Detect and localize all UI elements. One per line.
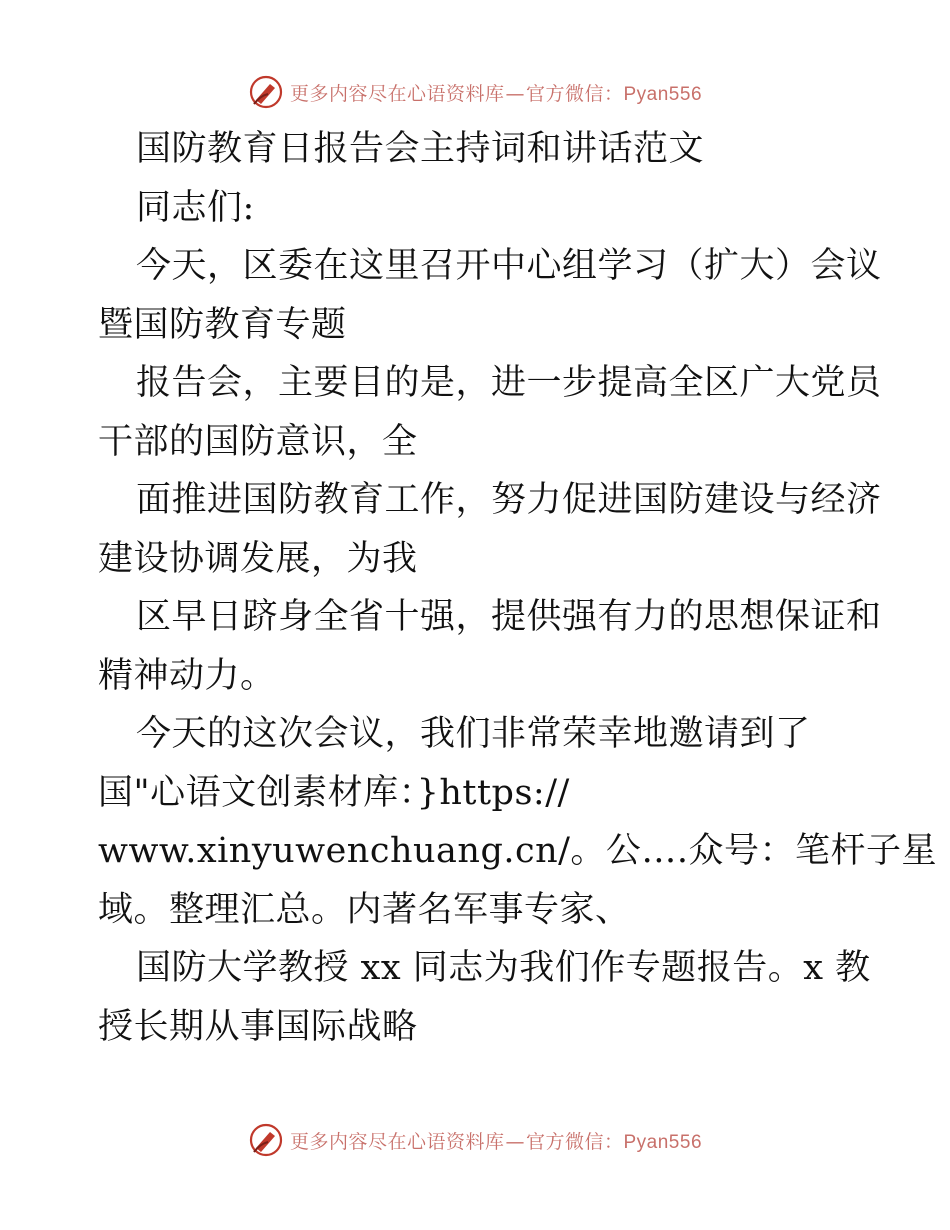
text-line: 报告会，主要目的是，进一步提高全区广大党员 [136,363,882,403]
text-line: 区早日跻身全省十强，提供强有力的思想保证和 [136,597,882,637]
banner-wechat-id: Pyan556 [623,83,703,105]
text-line: 今天的这次会议，我们非常荣幸地邀请到了 [136,714,811,754]
pen-nib-circle-icon [248,74,284,110]
text-line: 国"心语文创素材库：}https:// [98,772,570,813]
text-line: 今天，区委在这里召开中心组学习（扩大）会议 [136,246,882,286]
text-line: 域。整理汇总。内著名军事专家、 [98,889,631,930]
header-banner [0,72,950,112]
text-line: 国防大学教授 xx 同志为我们作专题报告。x 教 [136,948,871,988]
document-title: 国防教育日报告会主持词和讲话范文 [136,129,705,169]
banner-slogan: 更多内容尽在心语资料库 [289,82,505,105]
banner-slogan: 更多内容尽在心语资料库 [289,1130,505,1153]
text-line: 精神动力。 [98,655,276,696]
banner-wechat-id: Pyan556 [623,1131,703,1153]
pen-nib-circle-icon [248,1122,284,1158]
text-line: 同志们: [136,187,255,228]
document-body [98,120,938,1056]
footer-banner-text [290,1127,702,1154]
text-line: www.xinyuwenchuang.cn/。公….众号：笔杆子星 [98,831,938,871]
text-line: 面推进国防教育工作，努力促进国防建设与经济 [136,480,882,520]
banner-wechat-label: 官方微信： [525,82,624,105]
banner-dash: — [505,82,525,105]
header-banner-text [290,79,702,106]
text-line: 建设协调发展，为我 [98,538,418,579]
text-line: 暨国防教育专题 [98,304,347,345]
footer-banner [0,1120,950,1160]
text-line: 授长期从事国际战略 [98,1006,418,1047]
banner-wechat-label: 官方微信： [525,1130,624,1153]
text-line: 干部的国防意识，全 [98,421,418,462]
banner-dash: — [505,1130,525,1153]
